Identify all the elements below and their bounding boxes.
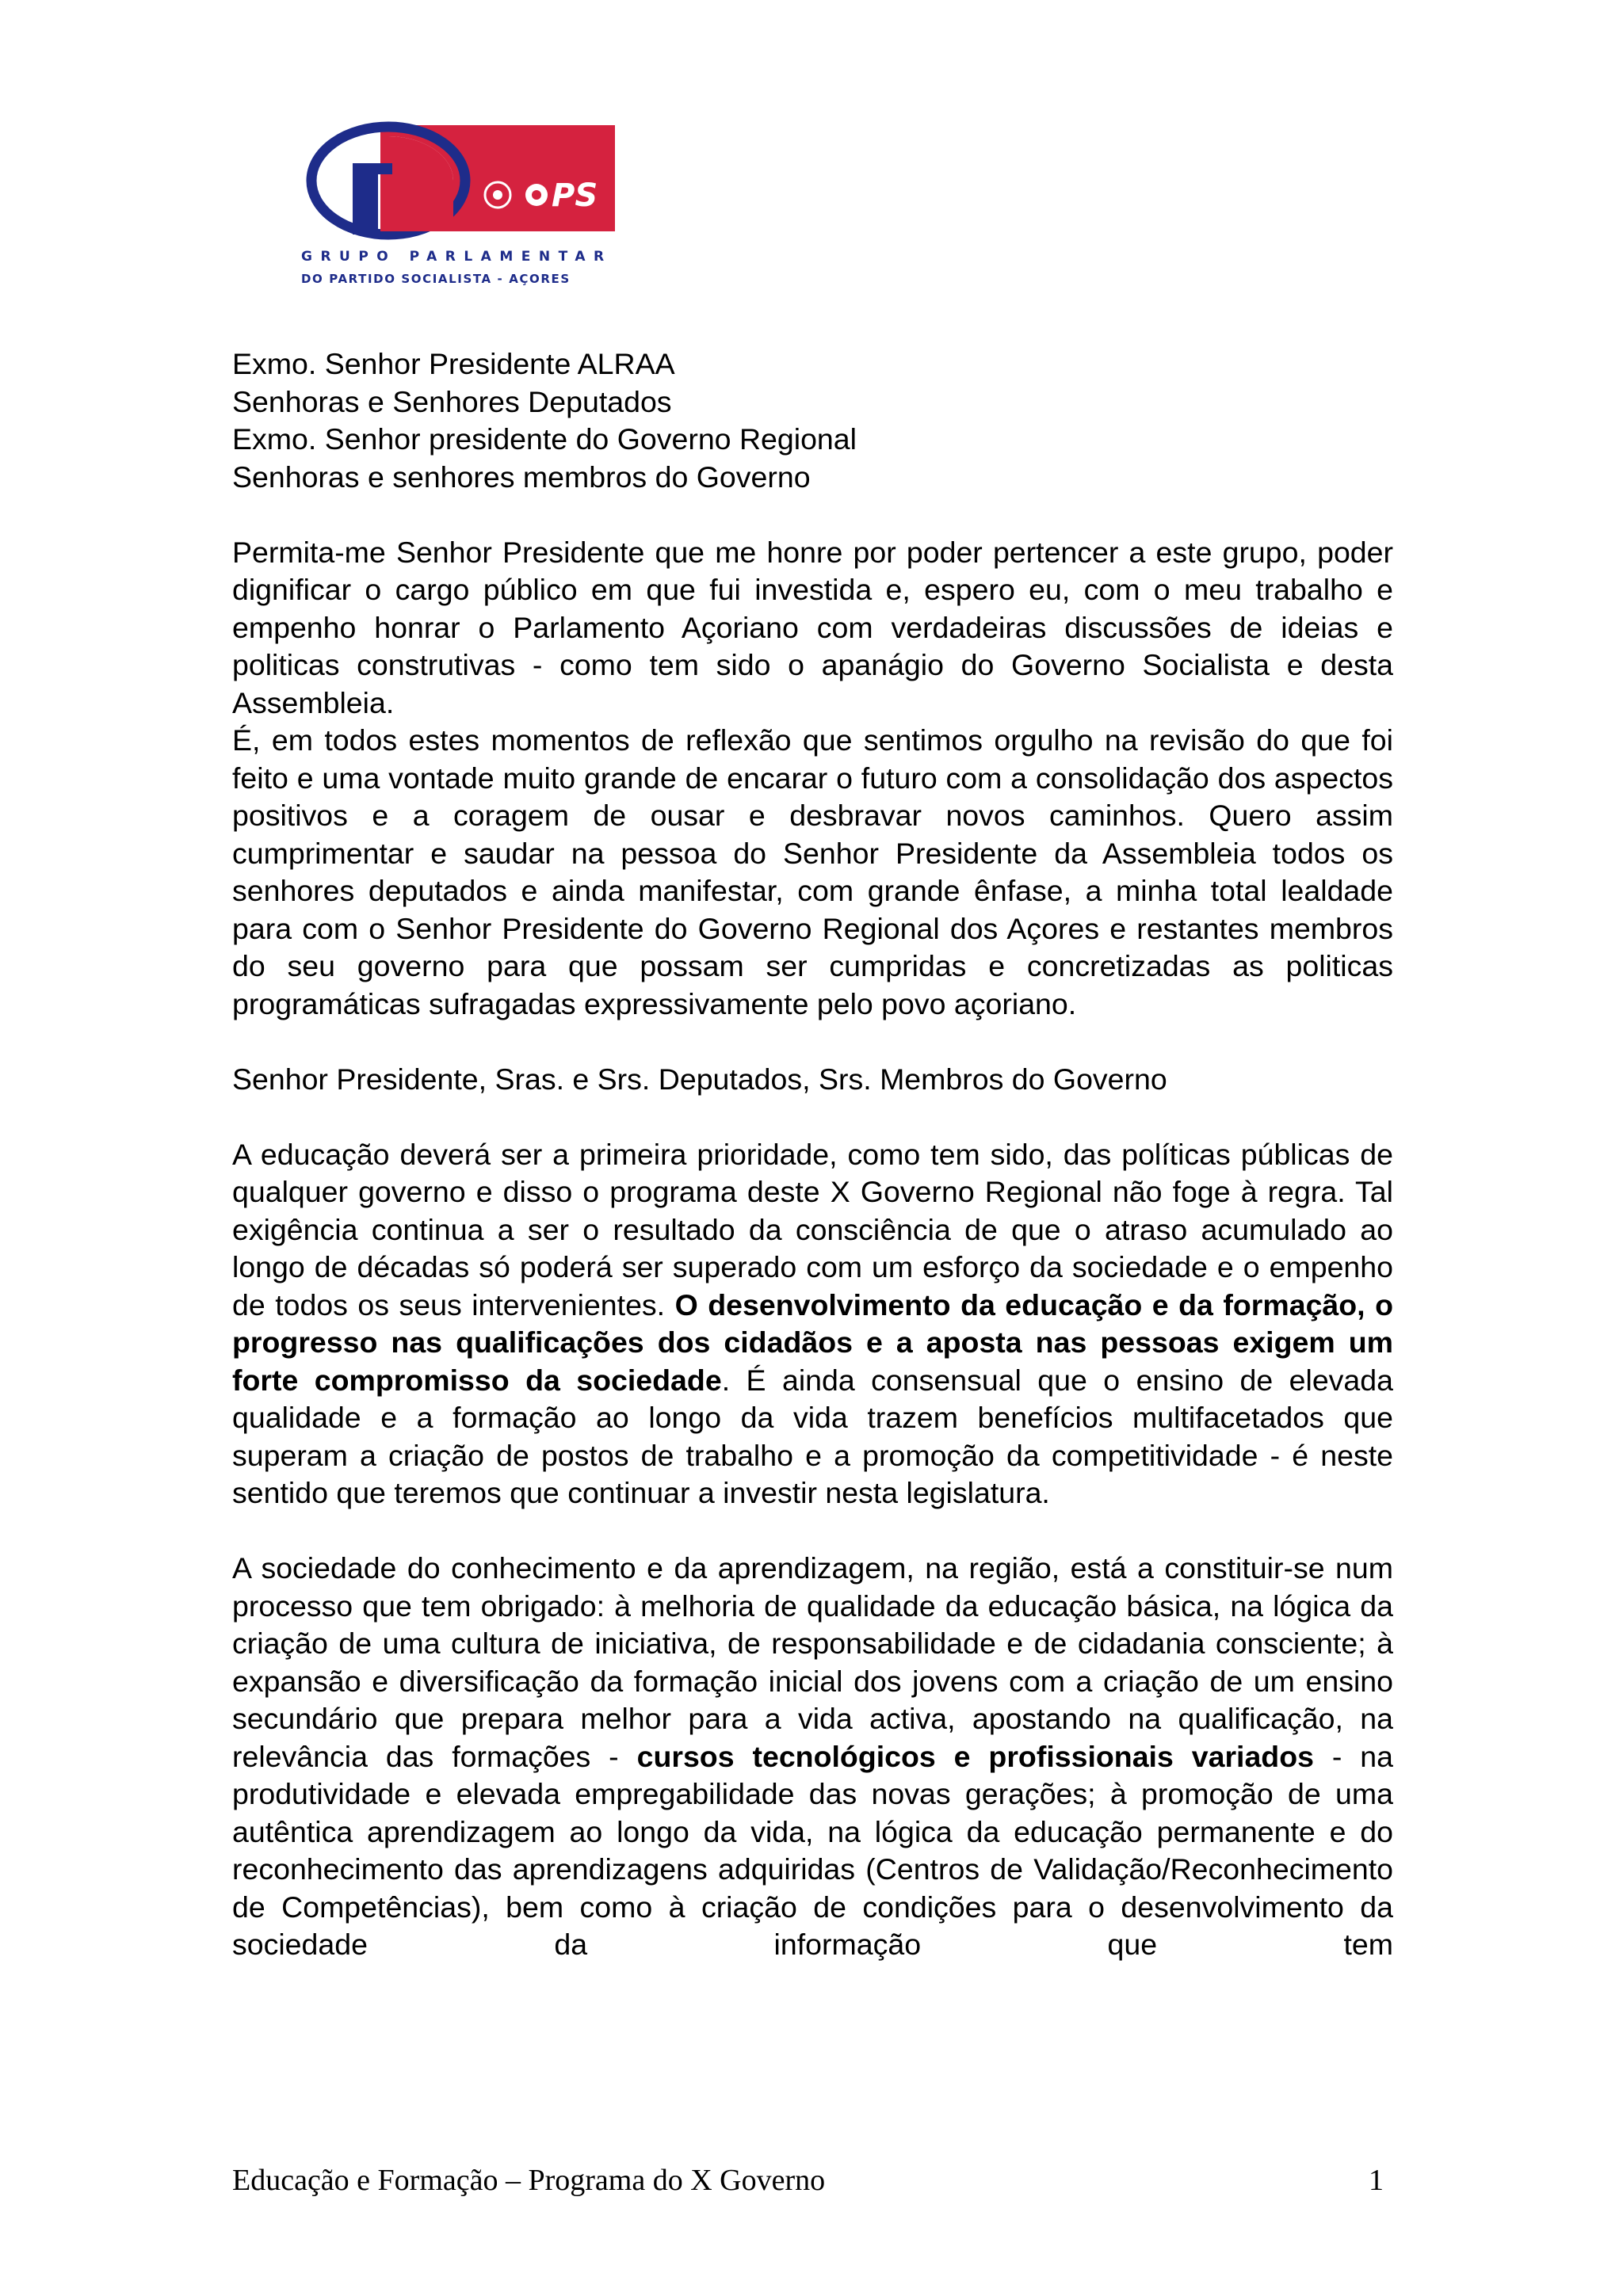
salutation-block (232, 345, 1393, 496)
paragraph-4 (232, 1550, 1393, 1964)
paragraph-4-bold: cursos tecnológicos e profissionais variados (636, 1739, 1314, 1773)
paragraph-3 (232, 1136, 1393, 1512)
logo-line-2: DO PARTIDO SOCIALISTA - AÇORES (301, 272, 571, 286)
paragraph-3-text: A educação deverá ser a primeira prioridade, como tem sido, das políticas públicas de qualquer governo e disso o programa deste X Governo Regional não foge à regra. Tal exigência continua a ser o resultado da consciência de que o atraso acumulado ao longo de décadas só poderá ser superado com um esforço da sociedade e o empenho de todos os seus intervenientes. (232, 1137, 1393, 1322)
footer-title: Educação e Formação – Programa do X Governo (232, 2164, 826, 2197)
paragraph-3-bold: O desenvolvimento da educação e da formação, o progresso nas qualificações dos cidadãos e a aposta nas pessoas exigem um forte compromisso da sociedade (232, 1287, 1393, 1397)
logo-line-1: GRUPO PARLAMENTAR (301, 249, 613, 265)
salutation-line: Senhoras e Senhores Deputados (232, 384, 672, 418)
paragraph-3-text-end: . É ainda consensual que o ensino de elevada qualidade e a formação ao longo da vida trazem benefícios multifacetados que superam a criação de postos de trabalho e a promoção da competitividade - é neste sentido que teremos que continuar a investir nesta legislatura. (232, 1363, 1393, 1509)
paragraph-2: É, em todos estes momentos de reflexão que sentimos orgulho na revisão do que foi feito e uma vontade muito grande de encarar o futuro com a consolidação dos aspectos positivos e a coragem de ousar e desbravar novos caminhos. Quero assim cumprimentar e saudar na pessoa do Senhor Presidente da Assembleia todos os senhores deputados e ainda manifestar, com grande ênfase, a minha total lealdade para com o Senhor Presidente do Governo Regional dos Açores e restantes membros do seu governo para que possam ser cumpridas e concretizadas as politicas programáticas sufragadas expressivamente pelo povo açoriano. (232, 723, 1393, 1020)
paragraph-4-text-end: - na produtividade e elevada empregabilidade das novas gerações; à promoção de uma autêntica aprendizagem ao longo da vida, na lógica da educação permanente e do reconhecimento das aprendizagens adquiridas (Centros de Validação/Reconhecimento de Competências), bem como à criação de condições para o desenvolvimento da sociedade da informação que tem (232, 1739, 1394, 1961)
page-footer (232, 2163, 1393, 2203)
paragraph-4-text: A sociedade do conhecimento e da aprendizagem, na região, está a constituir-se num processo que tem obrigado: à melhoria de qualidade da educação básica, na lógica da criação de uma cultura de iniciativa, de responsabilidade e de cidadania consciente; à expansão e diversificação da formação inicial dos jovens com a criação de um ensino secundário que prepara melhor para a vida activa, apostando na qualificação, na relevância das formações - (232, 1551, 1393, 1773)
salutation-line: Exmo. Senhor presidente do Governo Regional (232, 422, 857, 456)
salutation-line: Senhoras e senhores membros do Governo (232, 460, 811, 494)
ps-badge: PS (552, 177, 598, 214)
page-number: 1 (1369, 2164, 1384, 2197)
document-body (232, 345, 1393, 1964)
address-line: Senhor Presidente, Sras. e Srs. Deputados, Srs. Membros do Governo (232, 1062, 1167, 1096)
paragraph-1: Permita-me Senhor Presidente que me honre por poder pertencer a este grupo, poder dignificar o cargo público em que fui investida e, espero eu, com o meu trabalho e empenho honrar o Parlamento Açoriano com verdadeiras discussões de ideias e politicas construtivas - como tem sido o apanágio do Governo Socialista e desta Assembleia. (232, 535, 1393, 719)
party-logo (301, 119, 634, 289)
salutation-line: Exmo. Senhor Presidente ALRAA (232, 347, 675, 380)
